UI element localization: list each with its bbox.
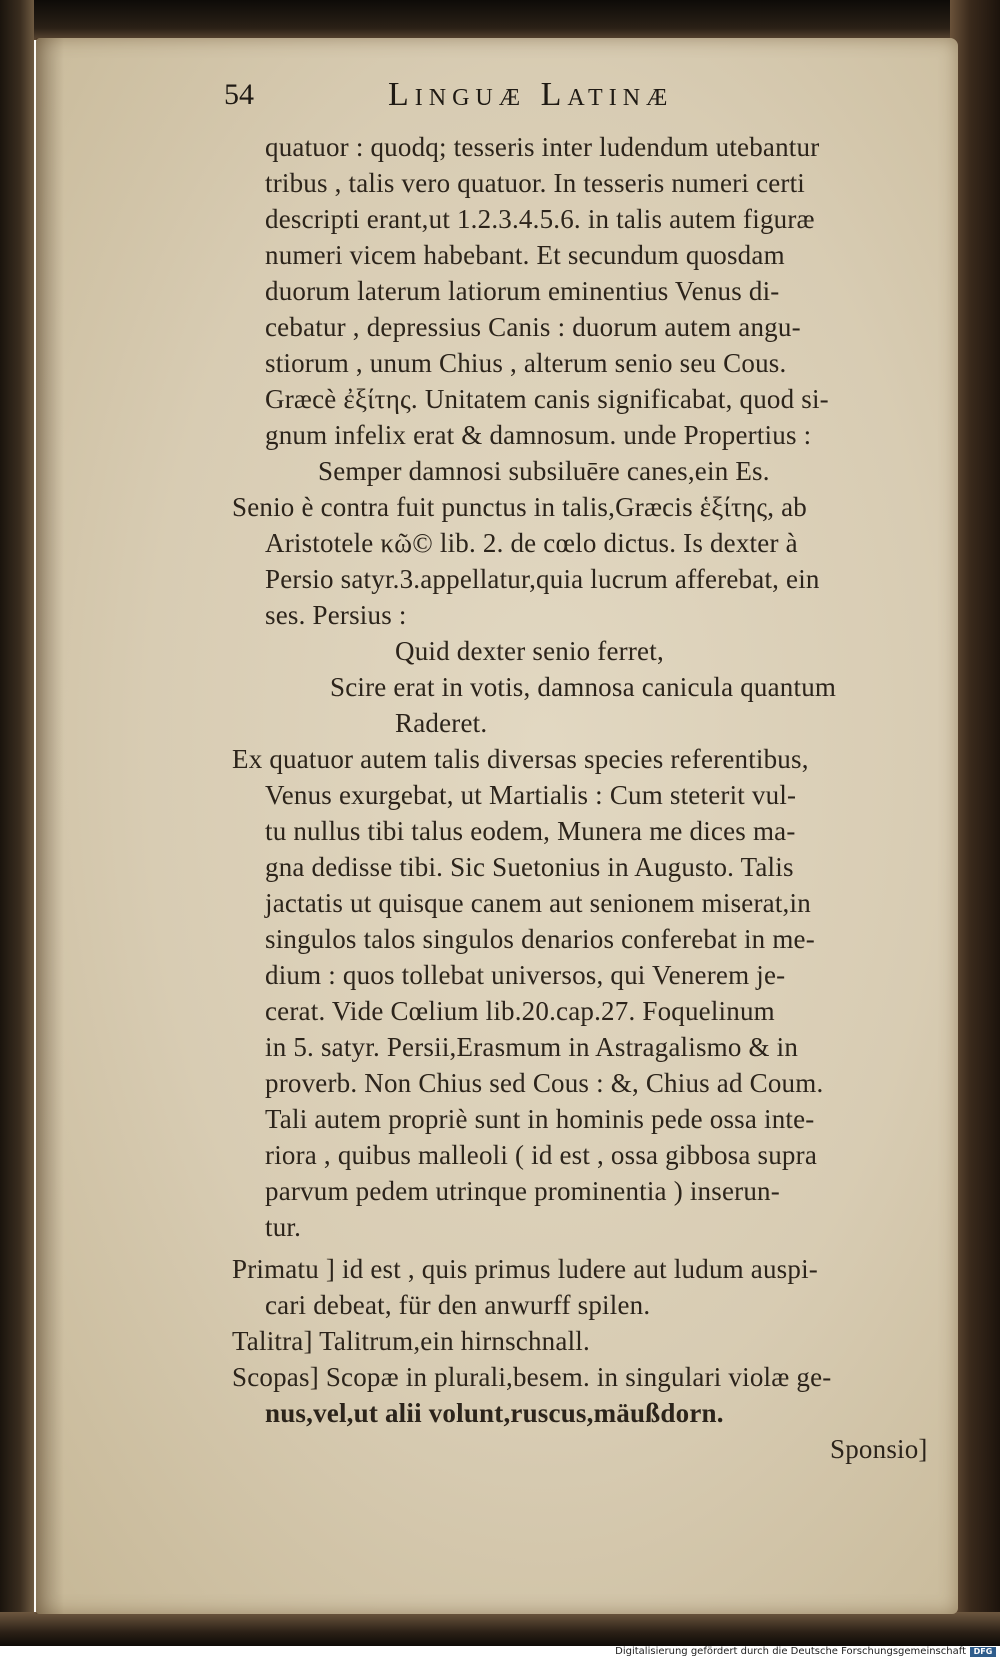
text-line: numeri vicem habebant. Et secundum quosdam — [265, 240, 785, 270]
running-head: Linguæ Latinæ — [388, 76, 674, 113]
entry-line: Scopas] Scopæ in plurali,besem. in singulari violæ ge- — [232, 1362, 832, 1392]
text-line: Græcè ἐξίτης. Unitatem canis significabat, quod si- — [265, 384, 829, 414]
text-line: tur. — [265, 1212, 302, 1242]
text-line: gna dedisse tibi. Sic Suetonius in Augusto. Talis — [265, 852, 794, 882]
page-number: 54 — [224, 78, 254, 111]
digitization-footer — [0, 1646, 1000, 1658]
text-line: Tali autem propriè sunt in hominis pede ossa inte- — [265, 1104, 815, 1134]
entry-line: Senio è contra fuit punctus in talis,Græcis ἑξίτης, ab — [232, 492, 808, 522]
entry-line: Primatu ] id est , quis primus ludere aut ludum auspi- — [232, 1254, 818, 1284]
verse-line: Semper damnosi subsiluēre canes,ein Es. — [318, 456, 770, 486]
text-line: proverb. Non Chius sed Cous : &, Chius ad Coum. — [265, 1068, 824, 1098]
text-line: tribus , talis vero quatuor. In tesseris numeri certi — [265, 168, 805, 198]
book-cover-left — [0, 0, 34, 1645]
entry-line: Ex quatuor autem talis diversas species referentibus, — [232, 744, 809, 774]
funding-credit: Digitalisierung gefördert durch die Deutsche Forschungsgemeinschaft — [615, 1646, 966, 1657]
text-line: riora , quibus malleoli ( id est , ossa gibbosa supra — [265, 1140, 818, 1170]
catchword: Sponsio] — [830, 1434, 928, 1464]
text-line: cari debeat, für den anwurff spilen. — [265, 1290, 651, 1320]
verse-line: Scire erat in votis, damnosa canicula quantum — [330, 672, 837, 702]
text-line: stiorum , unum Chius , alterum senio seu Cous. — [265, 348, 787, 378]
book-cover-top — [0, 0, 1000, 40]
text-line: nus,vel,ut alii volunt,ruscus,mäußdorn. — [265, 1398, 724, 1428]
text-line: cerat. Vide Cœlium lib.20.cap.27. Foquelinum — [265, 996, 775, 1026]
text-line: cebatur , depressius Canis : duorum autem angu- — [265, 312, 801, 342]
text-line: Aristotele κῶ© lib. 2. de cœlo dictus. Is dexter à — [265, 528, 798, 558]
text-line: dium : quos tollebat universos, qui Venerem je- — [265, 960, 786, 990]
text-line: jactatis ut quisque canem aut senionem miserat,in — [265, 888, 811, 918]
text-line: gnum infelix erat & damnosum. unde Propertius : — [265, 420, 812, 450]
text-line: Venus exurgebat, ut Martialis : Cum steterit vul- — [265, 780, 797, 810]
entry-line: Talitra] Talitrum,ein hirnschnall. — [232, 1326, 590, 1356]
verse-line: Raderet. — [395, 708, 488, 738]
book-cover-bottom — [0, 1612, 1000, 1646]
text-line: Persio satyr.3.appellatur,quia lucrum afferebat, ein — [265, 564, 820, 594]
text-line: quatuor : quodq; tesseris inter ludendum utebantur — [265, 132, 820, 162]
text-line: tu nullus tibi talus eodem, Munera me dices ma- — [265, 816, 796, 846]
text-line: ses. Persius : — [265, 600, 407, 630]
text-line: in 5. satyr. Persii,Erasmum in Astragalismo & in — [265, 1032, 799, 1062]
text-line: singulos talos singulos denarios conferebat in me- — [265, 924, 815, 954]
text-line: descripti erant,ut 1.2.3.4.5.6. in talis autem figuræ — [265, 204, 815, 234]
text-line: duorum laterum latiorum eminentius Venus di- — [265, 276, 780, 306]
verse-line: Quid dexter senio ferret, — [395, 636, 664, 666]
text-line: parvum pedem utrinque prominentia ) inserun- — [265, 1176, 780, 1206]
page-gutter-shadow — [36, 38, 64, 1614]
dfg-logo: DFG — [970, 1647, 996, 1657]
